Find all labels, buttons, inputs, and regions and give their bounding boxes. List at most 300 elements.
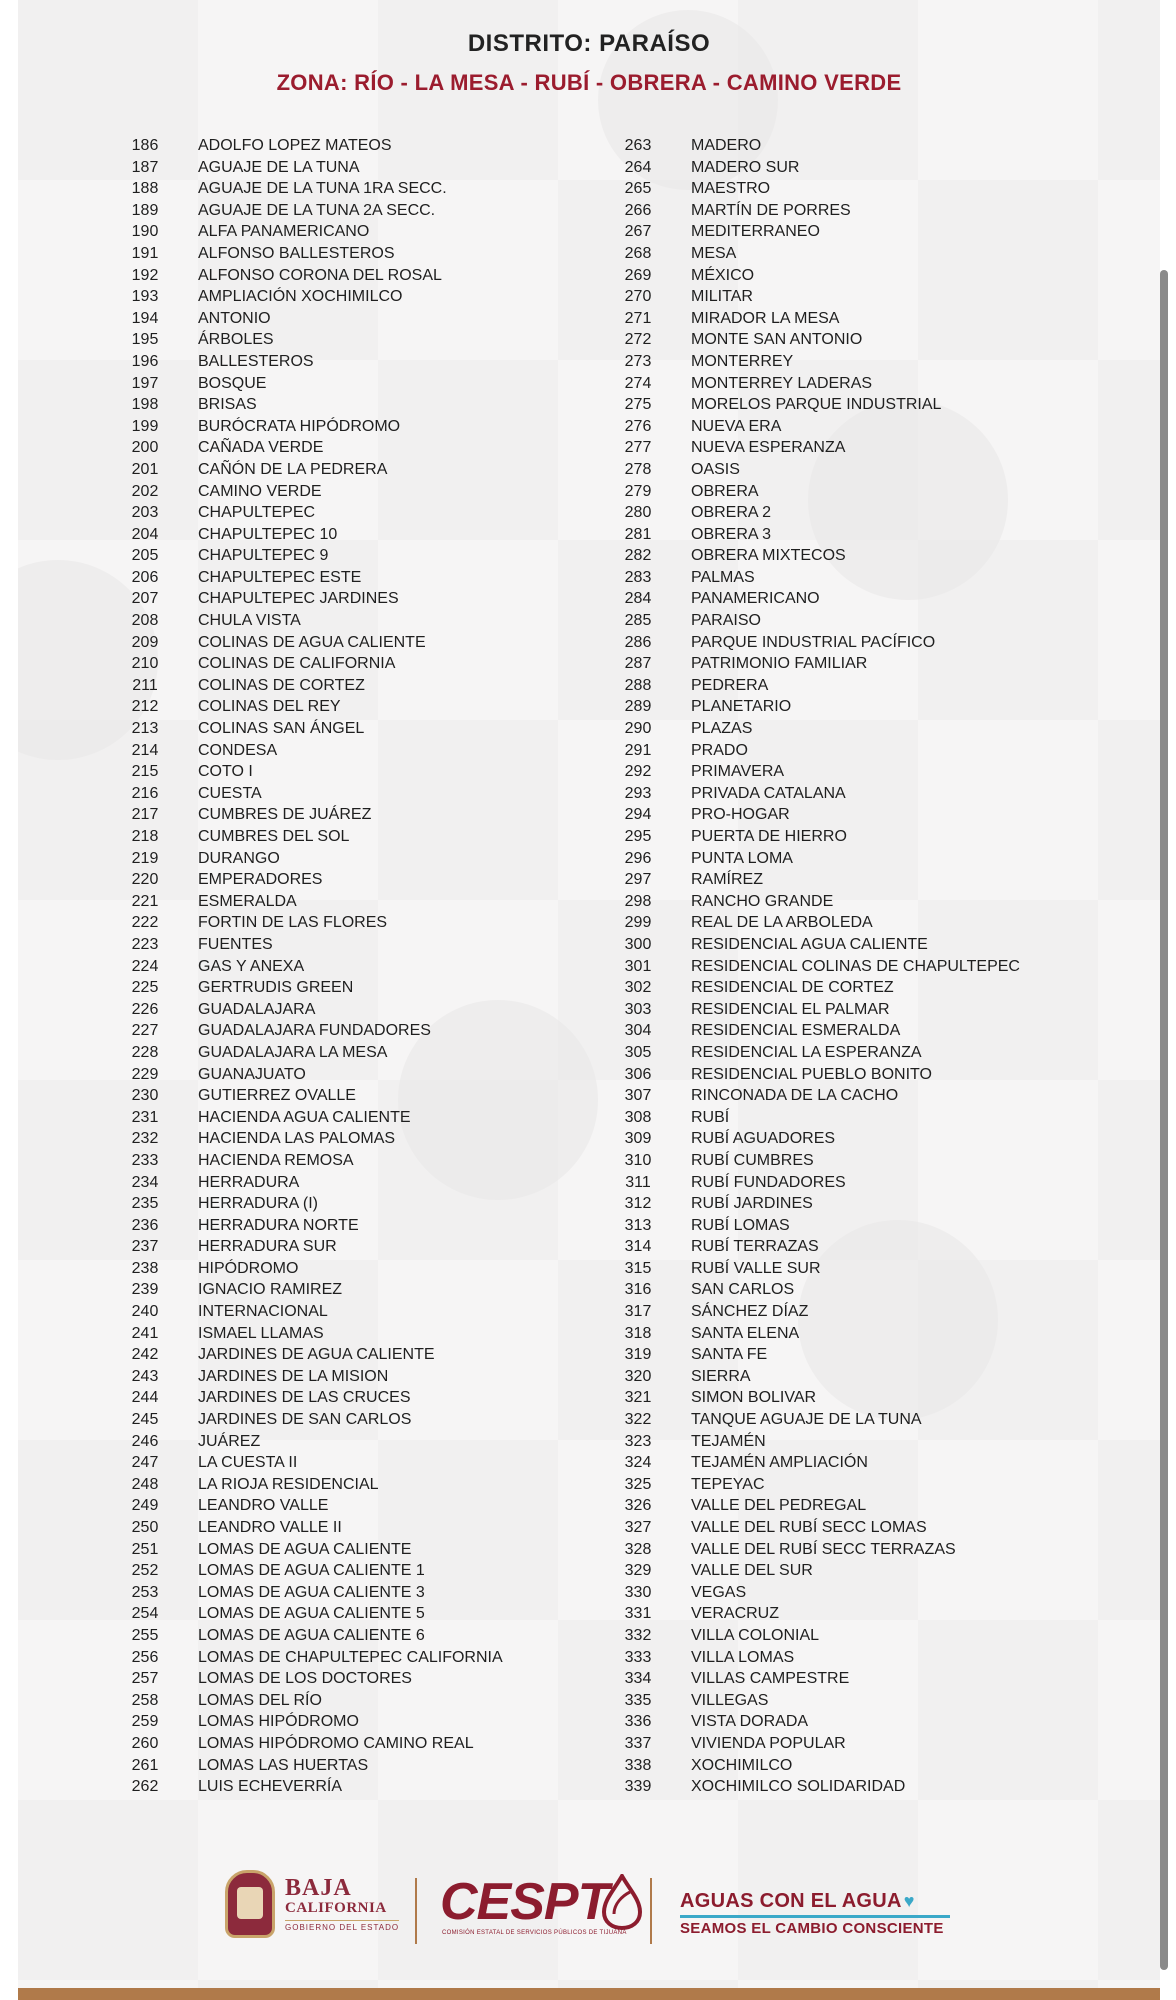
- list-item: [618, 1560, 1020, 1582]
- item-name: ÁRBOLES: [198, 331, 274, 349]
- item-number: 228: [131, 1043, 159, 1061]
- list-item: [618, 437, 1020, 459]
- item-name: RINCONADA DE LA CACHO: [691, 1087, 899, 1105]
- item-name: COLINAS DE AGUA CALIENTE: [198, 633, 426, 651]
- item-number: 226: [131, 1000, 159, 1018]
- item-name: HIPÓDROMO: [198, 1259, 299, 1277]
- item-name: VILLA COLONIAL: [691, 1626, 820, 1644]
- item-name: RUBÍ JARDINES: [691, 1195, 813, 1213]
- list-item: [125, 1431, 503, 1453]
- item-name: PRIMAVERA: [691, 763, 785, 781]
- list-item: [618, 1085, 1020, 1107]
- item-number: 234: [131, 1173, 159, 1191]
- list-item: [618, 394, 1020, 416]
- item-number: 294: [624, 806, 652, 824]
- list-item: [618, 1128, 1020, 1150]
- list-item: [125, 1690, 503, 1712]
- item-number: 257: [131, 1670, 159, 1688]
- item-name: LOMAS DEL RÍO: [198, 1691, 322, 1709]
- item-number: 192: [131, 266, 159, 284]
- item-number: 310: [624, 1151, 652, 1169]
- bc-line3: GOBIERNO DEL ESTADO: [285, 1920, 399, 1932]
- footer-divider: [415, 1878, 417, 1944]
- item-name: HERRADURA NORTE: [198, 1216, 359, 1234]
- item-number: 264: [624, 158, 652, 176]
- item-name: OBRERA 2: [691, 504, 772, 522]
- item-number: 308: [624, 1108, 652, 1126]
- item-number: 245: [131, 1411, 159, 1429]
- item-number: 339: [624, 1778, 652, 1796]
- item-name: PRO-HOGAR: [691, 806, 790, 824]
- item-name: MONTERREY: [691, 352, 794, 370]
- item-number: 240: [131, 1303, 159, 1321]
- item-name: VEGAS: [691, 1583, 747, 1601]
- item-name: RUBÍ LOMAS: [691, 1216, 790, 1234]
- item-name: COLINAS SAN ÁNGEL: [198, 720, 365, 738]
- item-number: 191: [131, 244, 159, 262]
- item-name: MADERO SUR: [691, 158, 800, 176]
- item-number: 262: [131, 1778, 159, 1796]
- item-name: BRISAS: [198, 396, 257, 414]
- list-item: [618, 1452, 1020, 1474]
- item-number: 278: [624, 460, 652, 478]
- list-item: [618, 135, 1020, 157]
- list-item: [125, 1085, 503, 1107]
- item-name: RESIDENCIAL EL PALMAR: [691, 1000, 890, 1018]
- item-name: SANTA ELENA: [691, 1324, 800, 1342]
- item-number: 236: [131, 1216, 159, 1234]
- item-number: 303: [624, 1000, 652, 1018]
- list-item: [618, 1215, 1020, 1237]
- item-name: MONTE SAN ANTONIO: [691, 331, 863, 349]
- list-item: [125, 394, 503, 416]
- item-number: 259: [131, 1713, 159, 1731]
- item-number: 220: [131, 871, 159, 889]
- list-item: [618, 265, 1020, 287]
- list-item: [618, 329, 1020, 351]
- list-item: [125, 1539, 503, 1561]
- list-item: [618, 1668, 1020, 1690]
- item-name: VISTA DORADA: [691, 1713, 809, 1731]
- item-number: 202: [131, 482, 159, 500]
- item-number: 273: [624, 352, 652, 370]
- list-item: [618, 1733, 1020, 1755]
- zone-subtitle: ZONA: RÍO - LA MESA - RUBÍ - OBRERA - CAMINO VERDE: [276, 70, 902, 95]
- list-item: [125, 1107, 503, 1129]
- list-item: [618, 1107, 1020, 1129]
- item-number: 251: [131, 1540, 159, 1558]
- item-name: ANTONIO: [198, 309, 271, 327]
- item-number: 267: [624, 223, 652, 241]
- item-number: 320: [624, 1367, 652, 1385]
- item-name: VILLA LOMAS: [691, 1648, 795, 1666]
- baja-california-crest-icon: [225, 1870, 275, 1938]
- item-number: 190: [131, 223, 159, 241]
- list-item: [125, 1172, 503, 1194]
- item-number: 246: [131, 1432, 159, 1450]
- list-item: [125, 1776, 503, 1798]
- item-name: PALMAS: [691, 568, 755, 586]
- list-item: [618, 1517, 1020, 1539]
- item-number: 218: [131, 828, 159, 845]
- list-item: [618, 1776, 1020, 1798]
- list-item: [125, 1042, 503, 1064]
- item-number: 216: [131, 784, 159, 802]
- list-item: [618, 1323, 1020, 1345]
- list-item: [618, 653, 1020, 675]
- list-item: [618, 1474, 1020, 1496]
- item-name: HACIENDA REMOSA: [198, 1151, 354, 1169]
- list-item: [125, 718, 503, 740]
- list-item: [125, 632, 503, 654]
- aguas-con-el-agua-logo: [680, 1890, 950, 1937]
- item-number: 307: [624, 1087, 652, 1105]
- cespt-subtitle: COMISIÓN ESTATAL DE SERVICIOS PÚBLICOS DE TIJUANA: [442, 1930, 627, 1936]
- list-item: [618, 934, 1020, 956]
- item-number: 297: [624, 871, 652, 889]
- item-number: 333: [624, 1648, 652, 1666]
- item-name: PUNTA LOMA: [691, 849, 793, 867]
- item-number: 266: [624, 201, 652, 219]
- list-item: [618, 804, 1020, 826]
- item-name: CAMINO VERDE: [198, 482, 322, 500]
- item-number: 298: [624, 892, 652, 910]
- item-name: MEDITERRANEO: [691, 223, 820, 241]
- list-item: [618, 696, 1020, 718]
- item-name: MESA: [691, 244, 737, 262]
- list-item: [125, 1409, 503, 1431]
- item-name: ALFONSO BALLESTEROS: [198, 244, 395, 262]
- item-name: INTERNACIONAL: [198, 1303, 328, 1321]
- item-number: 305: [624, 1043, 652, 1061]
- item-name: MIRADOR LA MESA: [691, 309, 840, 327]
- item-number: 194: [131, 309, 159, 327]
- list-item: [125, 437, 503, 459]
- item-name: ISMAEL LLAMAS: [198, 1324, 324, 1342]
- list-item: [618, 459, 1020, 481]
- list-item: [618, 1301, 1020, 1323]
- scrollbar[interactable]: [1160, 270, 1168, 1970]
- list-item: [125, 848, 503, 870]
- item-name: CUMBRES DE JUÁREZ: [198, 806, 372, 824]
- item-number: 250: [131, 1519, 159, 1536]
- item-number: 199: [131, 417, 159, 435]
- item-name: COLINAS DE CORTEZ: [198, 676, 365, 694]
- list-item: [125, 1668, 503, 1690]
- heart-drop-icon: ♥: [903, 1891, 915, 1911]
- list-item: [618, 308, 1020, 330]
- list-item: [618, 545, 1020, 567]
- item-name: CHAPULTEPEC JARDINES: [198, 590, 399, 608]
- list-item: [125, 502, 503, 524]
- list-item: [618, 999, 1020, 1021]
- list-item: [618, 588, 1020, 610]
- item-number: 221: [131, 892, 159, 910]
- item-name: RAMÍREZ: [691, 871, 763, 889]
- item-number: 248: [131, 1475, 159, 1493]
- item-name: NUEVA ESPERANZA: [691, 439, 846, 457]
- item-name: LEANDRO VALLE II: [198, 1519, 342, 1536]
- item-number: 300: [624, 935, 652, 953]
- item-number: 212: [131, 698, 159, 716]
- item-name: AGUAJE DE LA TUNA 1RA SECC.: [198, 180, 447, 198]
- list-item: [618, 912, 1020, 934]
- item-name: REAL DE LA ARBOLEDA: [691, 914, 873, 932]
- item-name: SIMON BOLIVAR: [691, 1389, 817, 1407]
- item-name: VILLAS CAMPESTRE: [691, 1670, 850, 1688]
- item-number: 210: [131, 655, 159, 673]
- list-item: [125, 740, 503, 762]
- item-name: CHULA VISTA: [198, 612, 301, 630]
- item-number: 271: [624, 309, 652, 327]
- item-name: LOMAS DE CHAPULTEPEC CALIFORNIA: [198, 1648, 503, 1666]
- item-number: 288: [624, 676, 652, 694]
- list-item: [125, 999, 503, 1021]
- list-item: [618, 1193, 1020, 1215]
- list-item: [125, 524, 503, 546]
- list-item: [125, 135, 503, 157]
- item-number: 284: [624, 590, 652, 608]
- list-item: [125, 329, 503, 351]
- item-name: PUERTA DE HIERRO: [691, 828, 847, 845]
- list-item: [125, 912, 503, 934]
- list-item: [125, 956, 503, 978]
- list-item: [618, 416, 1020, 438]
- item-number: 238: [131, 1259, 159, 1277]
- item-number: 244: [131, 1389, 159, 1407]
- item-name: VALLE DEL RUBÍ SECC TERRAZAS: [691, 1540, 956, 1558]
- item-number: 233: [131, 1151, 159, 1169]
- item-number: 229: [131, 1065, 159, 1083]
- item-number: 186: [131, 137, 159, 154]
- item-number: 336: [624, 1713, 652, 1731]
- list-item: [618, 1064, 1020, 1086]
- item-name: LA CUESTA II: [198, 1454, 298, 1472]
- list-item: [618, 286, 1020, 308]
- list-item: [125, 157, 503, 179]
- bottom-accent-bar: [18, 1988, 1160, 2000]
- list-item: [125, 1495, 503, 1517]
- item-name: CUESTA: [198, 784, 262, 802]
- list-item: [618, 1625, 1020, 1647]
- list-item: [125, 1128, 503, 1150]
- item-name: LOMAS DE LOS DOCTORES: [198, 1670, 412, 1688]
- item-name: DURANGO: [198, 849, 280, 867]
- item-number: 213: [131, 720, 159, 738]
- item-number: 292: [624, 763, 652, 781]
- item-name: LOMAS DE AGUA CALIENTE 6: [198, 1626, 425, 1644]
- list-item: [618, 1279, 1020, 1301]
- item-name: CHAPULTEPEC 9: [198, 547, 329, 565]
- item-number: 242: [131, 1346, 159, 1364]
- list-item: [618, 481, 1020, 503]
- item-number: 258: [131, 1691, 159, 1709]
- item-number: 224: [131, 957, 159, 975]
- item-number: 287: [624, 655, 652, 673]
- item-number: 206: [131, 568, 159, 586]
- list-item: [618, 567, 1020, 589]
- item-number: 304: [624, 1022, 652, 1040]
- list-item: [125, 653, 503, 675]
- list-item: [125, 1150, 503, 1172]
- item-number: 231: [131, 1108, 159, 1126]
- item-number: 214: [131, 741, 159, 759]
- item-name: MARTÍN DE PORRES: [691, 201, 851, 219]
- list-item: [125, 481, 503, 503]
- item-name: COLINAS DE CALIFORNIA: [198, 655, 396, 673]
- item-name: GUADALAJARA: [198, 1000, 316, 1018]
- item-name: VILLEGAS: [691, 1691, 769, 1709]
- item-name: JARDINES DE SAN CARLOS: [198, 1411, 412, 1429]
- item-number: 261: [131, 1756, 159, 1774]
- neighborhood-list-left: [125, 135, 503, 1798]
- list-item: [618, 848, 1020, 870]
- list-item: [125, 869, 503, 891]
- item-number: 293: [624, 784, 652, 802]
- item-number: 268: [624, 244, 652, 262]
- item-name: PEDRERA: [691, 676, 769, 694]
- item-name: GAS Y ANEXA: [198, 957, 305, 975]
- list-item: [125, 588, 503, 610]
- list-item: [618, 1690, 1020, 1712]
- item-name: BALLESTEROS: [198, 352, 314, 370]
- list-item: [125, 1474, 503, 1496]
- item-name: TANQUE AGUAJE DE LA TUNA: [691, 1411, 922, 1429]
- item-name: AGUAJE DE LA TUNA: [198, 158, 360, 176]
- list-item: [125, 1236, 503, 1258]
- item-name: COLINAS DEL REY: [198, 698, 341, 716]
- list-item: [618, 200, 1020, 222]
- list-item: [125, 1301, 503, 1323]
- item-name: XOCHIMILCO SOLIDARIDAD: [691, 1778, 906, 1796]
- item-name: CUMBRES DEL SOL: [198, 828, 350, 845]
- list-item: [125, 178, 503, 200]
- list-item: [618, 1172, 1020, 1194]
- item-name: VALLE DEL PEDREGAL: [691, 1497, 867, 1515]
- item-number: 302: [624, 979, 652, 997]
- item-name: HACIENDA LAS PALOMAS: [198, 1130, 396, 1148]
- list-item: [618, 1539, 1020, 1561]
- list-item: [125, 1452, 503, 1474]
- item-number: 327: [624, 1519, 652, 1536]
- list-item: [618, 891, 1020, 913]
- item-number: 316: [624, 1281, 652, 1299]
- item-name: HERRADURA (I): [198, 1195, 319, 1213]
- item-name: RUBÍ: [691, 1108, 730, 1126]
- list-item: [618, 956, 1020, 978]
- item-name: TEJAMÉN AMPLIACIÓN: [691, 1454, 868, 1472]
- item-number: 334: [624, 1670, 652, 1688]
- item-number: 200: [131, 439, 159, 457]
- item-number: 323: [624, 1432, 652, 1450]
- bc-line2: CALIFORNIA: [285, 1900, 387, 1916]
- item-number: 309: [624, 1130, 652, 1148]
- item-name: MONTERREY LADERAS: [691, 374, 873, 392]
- item-name: PLAZAS: [691, 720, 753, 738]
- page-title: DISTRITO: PARAÍSO: [467, 30, 711, 57]
- list-item: [618, 675, 1020, 697]
- item-number: 227: [131, 1022, 159, 1040]
- item-name: RESIDENCIAL AGUA CALIENTE: [691, 935, 928, 953]
- item-number: 249: [131, 1497, 159, 1515]
- item-name: CAÑÓN DE LA PEDRERA: [198, 460, 388, 478]
- item-name: BURÓCRATA HIPÓDROMO: [198, 417, 401, 435]
- list-item: [618, 1755, 1020, 1777]
- list-item: [618, 1647, 1020, 1669]
- list-item: [618, 351, 1020, 373]
- item-number: 211: [132, 676, 158, 694]
- item-number: 188: [131, 180, 159, 198]
- list-item: [618, 740, 1020, 762]
- item-name: VALLE DEL SUR: [691, 1562, 813, 1580]
- item-number: 243: [131, 1367, 159, 1385]
- item-name: IGNACIO RAMIREZ: [198, 1281, 343, 1299]
- item-name: SANTA FE: [691, 1346, 768, 1364]
- list-item: [125, 934, 503, 956]
- item-name: HACIENDA AGUA CALIENTE: [198, 1108, 411, 1126]
- item-name: SIERRA: [691, 1367, 751, 1385]
- item-name: GUTIERREZ OVALLE: [198, 1087, 356, 1105]
- list-item: [125, 1625, 503, 1647]
- item-number: 295: [624, 828, 652, 845]
- list-item: [618, 1711, 1020, 1733]
- list-item: [125, 1755, 503, 1777]
- item-number: 196: [131, 352, 159, 370]
- item-name: VIVIENDA POPULAR: [691, 1734, 846, 1752]
- item-number: 217: [131, 806, 159, 824]
- list-item: [618, 1366, 1020, 1388]
- item-number: 314: [624, 1238, 652, 1256]
- item-number: 325: [624, 1475, 652, 1493]
- item-number: 255: [131, 1626, 159, 1644]
- list-item: [125, 1560, 503, 1582]
- item-name: LEANDRO VALLE: [198, 1497, 329, 1515]
- item-number: 330: [624, 1583, 652, 1601]
- list-item: [618, 761, 1020, 783]
- item-number: 252: [131, 1562, 159, 1580]
- item-number: 328: [624, 1540, 652, 1558]
- list-item: [618, 1603, 1020, 1625]
- item-number: 322: [624, 1411, 652, 1429]
- list-item: [125, 1711, 503, 1733]
- item-number: 208: [131, 612, 159, 630]
- item-number: 241: [131, 1324, 159, 1342]
- item-name: RESIDENCIAL ESMERALDA: [691, 1022, 901, 1040]
- item-number: 204: [131, 525, 159, 543]
- list-item: [125, 1603, 503, 1625]
- item-number: 286: [624, 633, 652, 651]
- item-number: 193: [131, 288, 159, 306]
- item-name: HERRADURA: [198, 1173, 300, 1191]
- item-name: MILITAR: [691, 288, 753, 306]
- item-number: 215: [131, 763, 159, 781]
- item-number: 223: [131, 935, 159, 953]
- list-item: [618, 1495, 1020, 1517]
- item-number: 256: [131, 1648, 159, 1666]
- item-name: MAESTRO: [691, 180, 771, 198]
- list-item: [125, 459, 503, 481]
- item-name: OBRERA: [691, 482, 759, 500]
- item-name: OASIS: [691, 460, 740, 478]
- list-item: [618, 1409, 1020, 1431]
- item-number: 331: [624, 1605, 652, 1623]
- list-item: [125, 1064, 503, 1086]
- list-item: [125, 826, 503, 848]
- item-number: 235: [131, 1195, 159, 1213]
- list-item: [125, 286, 503, 308]
- item-number: 253: [131, 1583, 159, 1601]
- list-item: [125, 200, 503, 222]
